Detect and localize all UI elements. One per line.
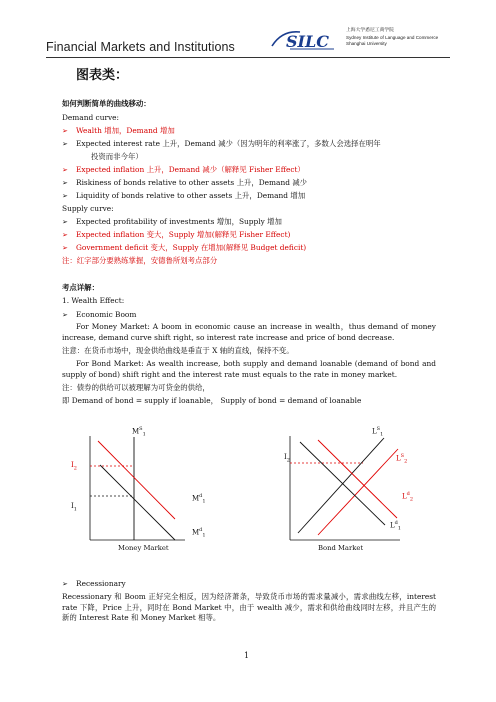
demand-heading: Demand curve:	[62, 113, 120, 122]
arrow-bullet-icon: ➢	[62, 311, 68, 319]
bond-demand-original-line	[300, 442, 385, 525]
bond-demand-equation: 即 Demand of bond = supply if loanable， Supply of bond = demand of loanable	[62, 396, 362, 405]
arrow-bullet-icon: ➢	[62, 166, 68, 174]
money-demand-upper-label: $M^d_1$	[192, 493, 206, 505]
recessionary-paragraph: Recessionary 和 Boom 正好完全相反，因为经济萧条，导致货币市场的需求量减小，需求曲线左移，interest rate 下降，Price 上升，同时在 Bond Market 中，由于 wealth 减少，需求和供给曲线同时左移，并且产生的新的 Interest Rate 和 Money Market 相等。	[62, 592, 436, 622]
page-heading: 图表类：	[76, 68, 129, 83]
recessionary-item: ➢ Recessionary	[62, 579, 126, 588]
arrow-bullet-icon: ➢	[62, 192, 68, 200]
bond-supply-shifted-line	[318, 449, 398, 535]
logo-en-text-1: Sydney Institute of Language and Commerce	[346, 35, 439, 40]
bond-market-caption: Bond Market	[318, 544, 364, 552]
money-market-caption: Money Market	[118, 544, 169, 552]
arrow-bullet-icon: ➢	[62, 179, 68, 187]
money-demand-shifted-line	[98, 441, 175, 519]
section1-title: 如何判断简单的曲线移动：	[62, 99, 151, 108]
bond-i2-label: $I_2$	[284, 453, 290, 464]
section1-note: 注：红字部分要熟练掌握，安德鲁所划考点部分	[62, 256, 218, 265]
money-i1-label: $I_1$	[71, 502, 77, 513]
money-demand-original-line	[100, 465, 175, 540]
logo-en-text-2: Shanghai University	[346, 41, 387, 46]
arrow-bullet-icon: ➢	[62, 231, 68, 239]
supply-item: ➢ Government deficit 变大，Supply 在增加(解释见 Budget deficit)	[62, 243, 307, 252]
arrow-bullet-icon: ➢	[62, 580, 68, 588]
section2-title: 考点详解：	[62, 283, 99, 292]
wealth-effect-item: 1. Wealth Effect:	[62, 296, 125, 305]
demand-item: ➢ Wealth 增加，Demand 增加	[62, 126, 175, 135]
economic-boom-item: ➢ Economic Boom	[62, 310, 137, 319]
bond-market-paragraph: For Bond Market: As wealth increase, both supply and demand loanable (demand of bond and supply of bond) shift right and the interest rate must equals to the rate in money market.	[62, 359, 436, 379]
header-title: Financial Markets and Institutions	[46, 40, 235, 54]
demand-item: ➢ Expected interest rate 上升，Demand 减少（因为明年的利率涨了，多数人会选择在明年	[62, 139, 381, 148]
bond-demand-shifted-line	[318, 440, 397, 518]
demand-item: ➢ Expected inflation 上升，Demand 减少（解释见 Fisher Effect）	[62, 165, 305, 174]
svg-text:SILC: SILC	[286, 32, 330, 51]
supply-heading: Supply curve:	[62, 204, 114, 213]
bond-demand-shifted-label: $L^d_2$	[402, 491, 414, 503]
bond-demand-original-label: $L^d_1$	[390, 520, 402, 532]
supply-item: ➢ Expected profitability of investments 增加，Supply 增加	[62, 217, 282, 226]
money-market-note: 注意：在货币市场中，现金供给曲线是垂直于 X 轴的直线，保持不变。	[62, 346, 294, 355]
arrow-bullet-icon: ➢	[62, 140, 68, 148]
money-supply-label: $M^S_1$	[132, 426, 146, 438]
arrow-bullet-icon: ➢	[62, 218, 68, 226]
bond-supply-original-label: $L^S_1$	[372, 426, 384, 438]
money-demand-lower-label: $M^d_1$	[192, 527, 206, 539]
money-market-paragraph: For Money Market: A boom in economic cause an increase in wealth，thus demand of money increase, demand curve shift right, so interest rate increase and price of bond decrease.	[62, 322, 436, 342]
demand-item: ➢ Riskiness of bonds relative to other assets 上升，Demand 减少	[62, 178, 308, 187]
money-i2-label: $I_2$	[71, 461, 77, 472]
arrow-bullet-icon: ➢	[62, 127, 68, 135]
supply-item: ➢ Expected inflation 变大，Supply 增加(解释见 Fisher Effect)	[62, 230, 291, 239]
demand-item-continuation: 投资而非今年）	[91, 152, 143, 161]
demand-item: ➢ Liquidity of bonds relative to other assets 上升，Demand 增加	[62, 191, 306, 200]
bond-supply-shifted-label: $L^S_2$	[396, 453, 408, 465]
page-number: 1	[244, 651, 250, 660]
logo-cn-text: 上海大学悉尼工商学院	[346, 28, 394, 33]
arrow-bullet-icon: ➢	[62, 244, 68, 252]
bond-supply-note: 注：债券的供给可以被理解为可贷金的供给，	[62, 383, 210, 392]
